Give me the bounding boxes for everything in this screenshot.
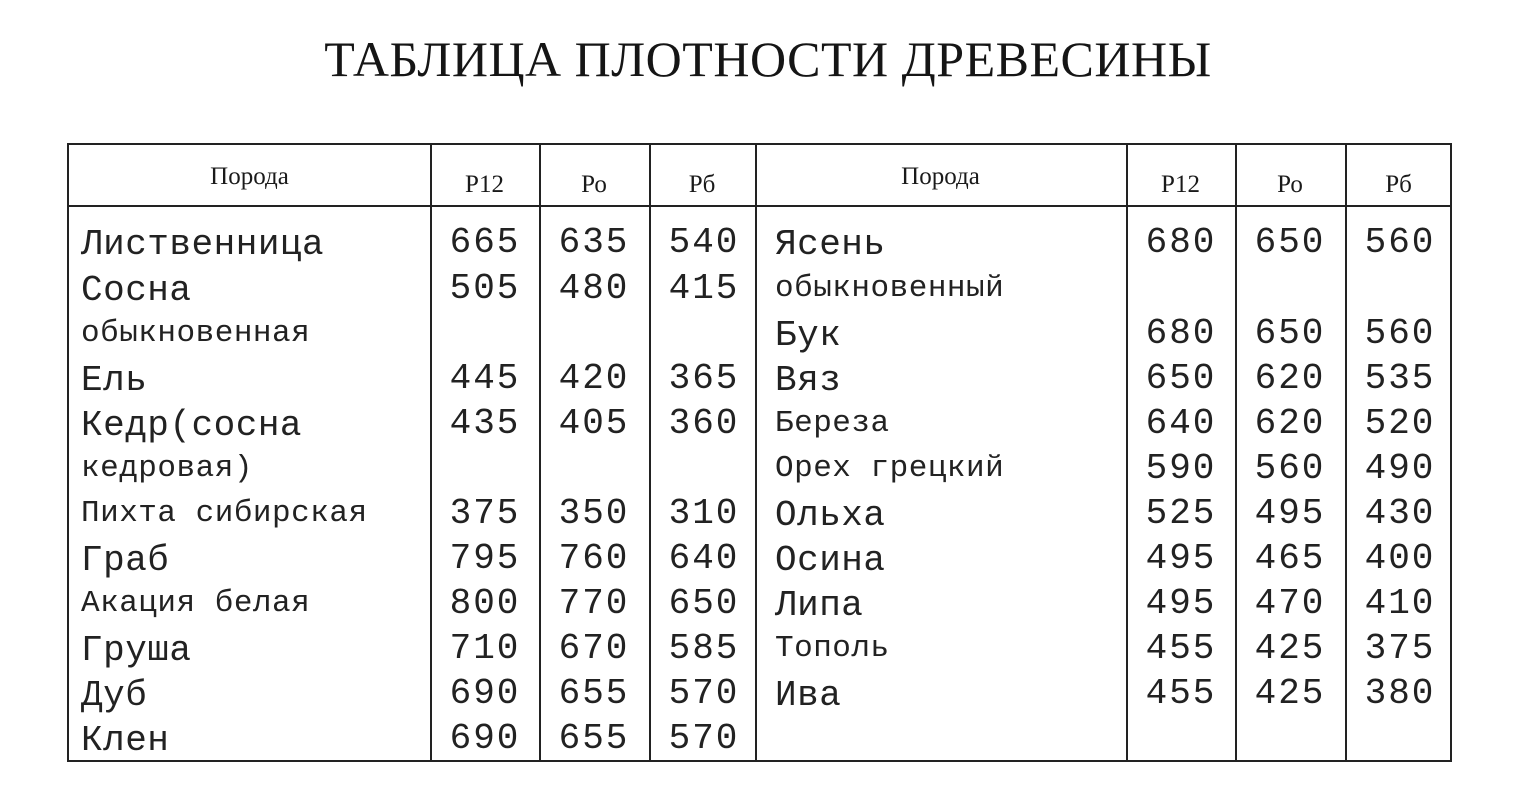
right-density-po: 465	[1254, 538, 1326, 579]
right-density-p12: 525	[1145, 493, 1217, 534]
left-species-name: Граб	[81, 540, 170, 581]
left-density-pb: 650	[668, 583, 740, 624]
right-density-pb: 380	[1364, 673, 1436, 714]
right-density-pb: 375	[1364, 628, 1436, 669]
left-density-p12: 505	[449, 268, 521, 309]
left-species-name: Кедр(сосна	[81, 405, 303, 446]
right-density-pb: 560	[1364, 222, 1436, 263]
left-species-name: Акация белая	[81, 586, 311, 621]
left-species-name: Ель	[81, 360, 148, 401]
header-right-pb: Рб	[1385, 171, 1412, 198]
right-density-p12: 650	[1145, 358, 1217, 399]
left-species-name: обыкновенная	[81, 316, 311, 351]
left-density-pb: 360	[668, 403, 740, 444]
right-density-po: 470	[1254, 583, 1326, 624]
left-species-name: Сосна	[81, 270, 192, 311]
header-left-pb: Рб	[688, 171, 716, 198]
left-density-p12: 690	[449, 718, 521, 759]
header-divider	[69, 205, 1450, 207]
right-density-po: 495	[1254, 493, 1326, 534]
left-density-p12: 665	[449, 222, 521, 263]
right-density-po: 650	[1254, 222, 1326, 263]
right-density-pb: 410	[1364, 583, 1436, 624]
left-density-po: 655	[558, 673, 630, 714]
left-density-pb: 540	[668, 222, 740, 263]
left-density-po: 655	[558, 718, 630, 759]
right-density-p12: 455	[1145, 628, 1217, 669]
left-density-po: 635	[558, 222, 630, 263]
right-density-p12: 495	[1145, 583, 1217, 624]
left-species-name: Дуб	[81, 675, 148, 716]
right-density-pb: 400	[1364, 538, 1436, 579]
right-species-name: Осина	[775, 540, 886, 581]
right-density-pb: 535	[1364, 358, 1436, 399]
left-species-name: Пихта сибирская	[81, 496, 368, 531]
right-density-p12: 680	[1145, 313, 1217, 354]
right-density-po: 620	[1254, 403, 1326, 444]
left-density-pb: 415	[668, 268, 740, 309]
left-density-po: 670	[558, 628, 630, 669]
right-density-pb: 560	[1364, 313, 1436, 354]
right-density-po: 425	[1254, 628, 1326, 669]
left-density-p12: 690	[449, 673, 521, 714]
right-density-pb: 520	[1364, 403, 1436, 444]
right-density-p12: 455	[1145, 673, 1217, 714]
right-species-name: Береза	[775, 406, 890, 441]
left-density-po: 760	[558, 538, 630, 579]
left-density-po: 770	[558, 583, 630, 624]
left-species-name: Клен	[81, 720, 170, 761]
header-right-p12: Р12	[1161, 171, 1200, 198]
left-species-name: Груша	[81, 630, 192, 671]
right-species-name: Ива	[775, 675, 842, 716]
left-density-pb: 640	[668, 538, 740, 579]
left-density-po: 480	[558, 268, 630, 309]
right-species-name: Ясень	[775, 224, 886, 265]
right-species-name: Орех грецкий	[775, 451, 1005, 486]
left-density-p12: 800	[449, 583, 521, 624]
left-density-p12: 375	[449, 493, 521, 534]
left-density-po: 420	[558, 358, 630, 399]
left-density-p12: 795	[449, 538, 521, 579]
right-density-p12: 680	[1145, 222, 1217, 263]
right-density-pb: 490	[1364, 448, 1436, 489]
left-density-p12: 435	[449, 403, 521, 444]
left-species-name: Лиственница	[81, 224, 325, 265]
right-density-p12: 640	[1145, 403, 1217, 444]
left-density-pb: 570	[668, 718, 740, 759]
left-species-name: кедровая)	[81, 451, 253, 486]
right-density-po: 425	[1254, 673, 1326, 714]
right-density-po: 650	[1254, 313, 1326, 354]
left-density-po: 350	[558, 493, 630, 534]
left-density-p12: 710	[449, 628, 521, 669]
right-density-p12: 590	[1145, 448, 1217, 489]
right-species-name: Тополь	[775, 631, 890, 666]
header-left-po: Ро	[581, 171, 607, 198]
left-density-pb: 365	[668, 358, 740, 399]
right-density-p12: 495	[1145, 538, 1217, 579]
right-species-name: Липа	[775, 585, 864, 626]
wood-density-table	[67, 143, 1452, 762]
left-density-po: 405	[558, 403, 630, 444]
left-density-pb: 585	[668, 628, 740, 669]
right-species-name: Ольха	[775, 495, 886, 536]
right-density-po: 620	[1254, 358, 1326, 399]
left-density-pb: 570	[668, 673, 740, 714]
header-right-po: Ро	[1277, 171, 1303, 198]
left-density-p12: 445	[449, 358, 521, 399]
right-species-name: Вяз	[775, 360, 842, 401]
right-density-pb: 430	[1364, 493, 1436, 534]
left-density-pb: 310	[668, 493, 740, 534]
right-species-name: обыкновенный	[775, 271, 1005, 306]
page-title: ТАБЛИЦА ПЛОТНОСТИ ДРЕВЕСИНЫ	[324, 31, 1212, 87]
header-left-species: Порода	[210, 163, 289, 190]
right-density-po: 560	[1254, 448, 1326, 489]
right-species-name: Бук	[775, 315, 842, 356]
header-right-species: Порода	[901, 163, 980, 190]
header-left-p12: Р12	[465, 171, 504, 198]
